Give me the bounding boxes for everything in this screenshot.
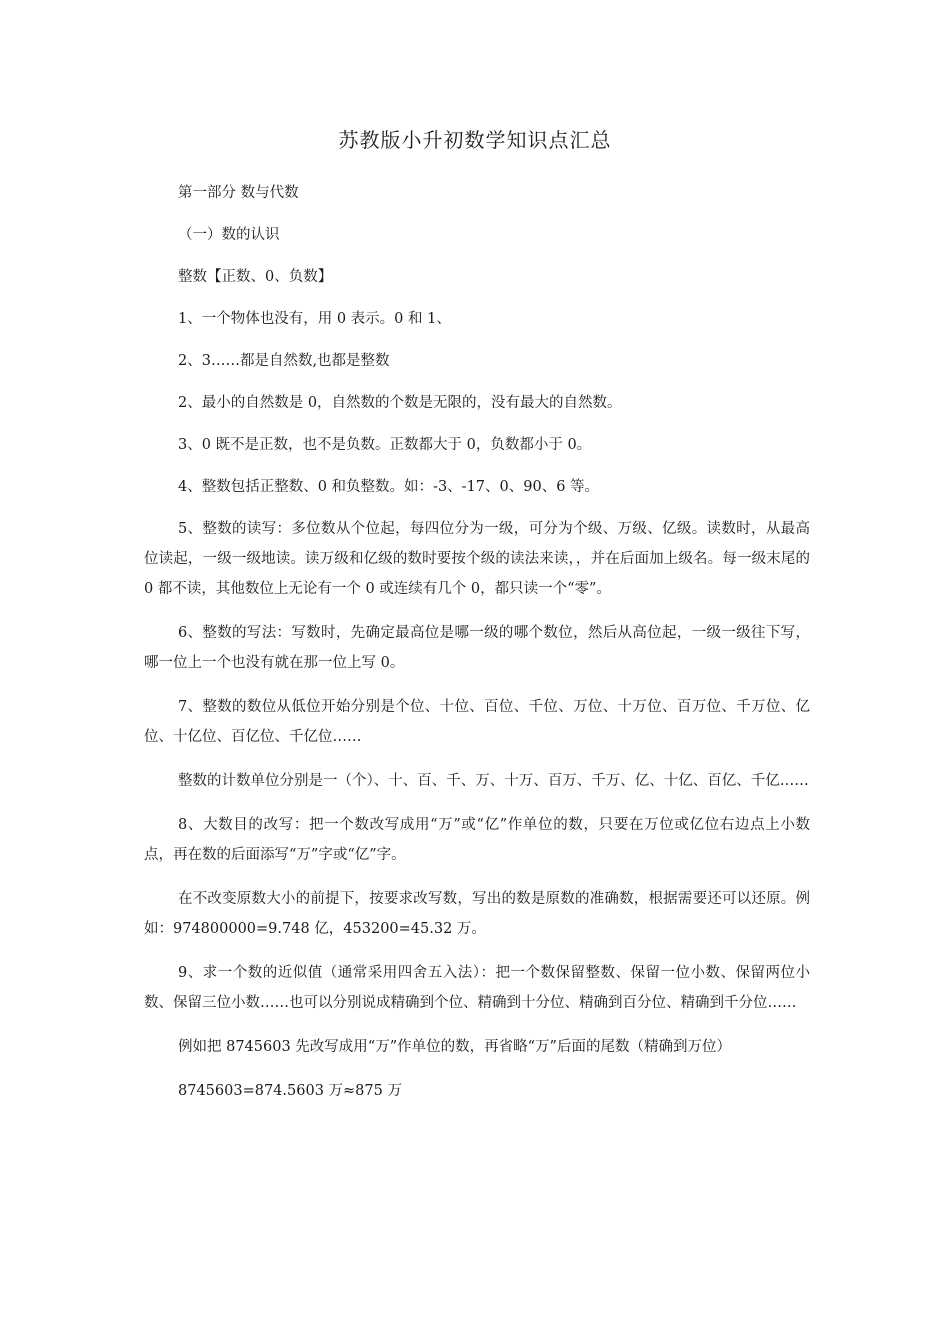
- document-title: 苏教版小升初数学知识点汇总: [338, 128, 612, 152]
- paragraph-2: 2、3……都是自然数,也都是整数: [178, 353, 390, 369]
- paragraph-11: 在不改变原数大小的前提下，按要求改写数，写出的数是原数的准确数，根据需要还可以还原。例如：974800000=9.748 亿，453200=45.32 万。: [144, 891, 810, 937]
- section-heading: 第一部分 数与代数: [178, 185, 299, 201]
- paragraph-13: 例如把 8745603 先改写成用“万”作单位的数，再省略“万”后面的尾数（精确到万位）: [178, 1039, 731, 1055]
- paragraph-6: 5、整数的读写：多位数从个位起，每四位分为一级，可分为个级、万级、亿级。读数时，从最高位读起，一级一级地读。读万级和亿级的数时要按个级的读法来读，，并在后面加上级名。每一级末尾的 0 都不读，其他数位上无论有一个 0 或连续有几个 0，都只读一个“零”。: [144, 521, 810, 597]
- paragraph-4: 3、0 既不是正数，也不是负数。正数都大于 0，负数都小于 0。: [178, 437, 592, 453]
- paragraph-1: 1、一个物体也没有，用 0 表示。0 和 1、: [178, 311, 451, 327]
- paragraph-12: 9、求一个数的近似值（通常采用四舍五入法）：把一个数保留整数、保留一位小数、保留两位小数、保留三位小数……也可以分别说成精确到个位、精确到十分位、精确到百分位、精确到千分位……: [144, 965, 810, 1011]
- document-body: [144, 178, 810, 1106]
- paragraph-14: 8745603=874.5603 万≈875 万: [178, 1083, 402, 1099]
- paragraph-9: 整数的计数单位分别是一（个）、十、百、千、万、十万、百万、千万、亿、十亿、百亿、千亿……: [178, 773, 809, 789]
- paragraph-5: 4、整数包括正整数、0 和负整数。如：-3、-17、0、90、6 等。: [178, 479, 600, 495]
- paragraph-8: 7、整数的数位从低位开始分别是个位、十位、百位、千位、万位、十万位、百万位、千万位、亿位、十亿位、百亿位、千亿位……: [144, 699, 810, 745]
- topic-heading: 整数【正数、0、负数】: [178, 269, 333, 285]
- paragraph-7: 6、整数的写法：写数时，先确定最高位是哪一级的哪个数位，然后从高位起，一级一级往下写，哪一位上一个也没有就在那一位上写 0。: [144, 625, 810, 671]
- paragraph-3: 2、最小的自然数是 0，自然数的个数是无限的，没有最大的自然数。: [178, 395, 622, 411]
- subsection-heading: （一）数的认识: [178, 227, 280, 243]
- paragraph-10: 8、大数目的改写：把一个数改写成用“万”或“亿”作单位的数，只要在万位或亿位右边点上小数点，再在数的后面添写“万”字或“亿”字。: [144, 817, 810, 863]
